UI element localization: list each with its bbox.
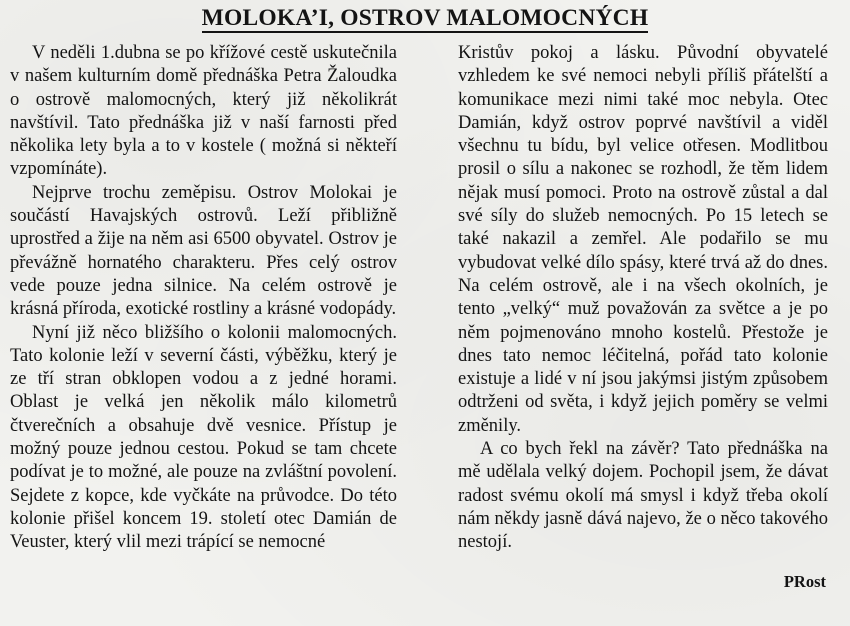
author-signature: PRost [783, 572, 826, 591]
paragraph-colony: Nyní již něco bližšího o kolonii malomocných. Tato kolonie leží v severní části, výběžku, který je ze tří stran obklopen vodou a z jedné horami. Oblast je velká jen několik málo kilometrů čtverečních a obsahuje dvě vesnice. Přístup je možný pouze jednou cestou. Pokud se tam chcete podívat je to možné, ale pouze na zvláštní povolení. Sejdete z kopce, kde vyčkáte na průvodce. Do této kolonie přišel koncem 19. století otec Damián de Veuster, který vlil mezi trápící se nemocné [10, 322, 397, 553]
paragraph-conclusion: A co bych řekl na závěr? Tato přednáška na mě udělala velký dojem. Pochopil jsem, že dávat radost svému okolí má smysl i když třeba okolí nám někdy jasně dává najevo, že o něco takového nestojí. [458, 439, 828, 553]
left-column [10, 42, 397, 555]
paragraph-geography: Nejprve trochu zeměpisu. Ostrov Molokai je součástí Havajských ostrovů. Leží přibližně uprostřed a žije na něm asi 6500 obyvatel. Ostrov je převážně hornatého charakteru. Přes celý ostrov vede pouze jedna silnice. Na celém ostrově je krásná příroda, exotické rostliny a krásné vodopády. [10, 182, 397, 320]
paragraph-damian: Kristův pokoj a lásku. Původní obyvatelé vzhledem ke své nemoci nebyli příliš přátelští a komunikace mezi nimi také moc nebyla. Otec Damián, když ostrov poprvé navštívil a viděl všechnu tu bídu, byl velice otřesen. Modlitbou prosil o sílu a nakonec se rozhodl, že těm lidem nějak musí pomoci. Proto na ostrově zůstal a dal své síly do služeb nemocných. Po 15 letech se také nakazil a zemřel. Ale podařilo se mu vybudovat velké dílo spásy, které trvá až do dnes. Na celém ostrově, ale i na všech okolních, je tento „velký“ muž považován za světce a je po něm pojmenováno mnoho kostelů. Přestože je dnes tato nemoc léčitelná, pořád tato kolonie existuje a lidé v ní jsou jakýmsi jistým způsobem odtrženi od světa, i když jejich poměry se velmi změnily. [458, 43, 828, 436]
article-title: MOLOKA’I, OSTROV MALOMOCNÝCH [201, 5, 649, 31]
paragraph-intro: V neděli 1.dubna se po křížové cestě uskutečnila v našem kulturním domě přednáška Petra Žaloudka o ostrově malomocných, který již několikrát navštívil. Tato přednáška již v naší farnosti před několika lety byla a to v kostele ( možná si někteří vzpomínáte). [10, 43, 397, 180]
article-title-block [0, 4, 850, 32]
right-column [458, 42, 828, 555]
